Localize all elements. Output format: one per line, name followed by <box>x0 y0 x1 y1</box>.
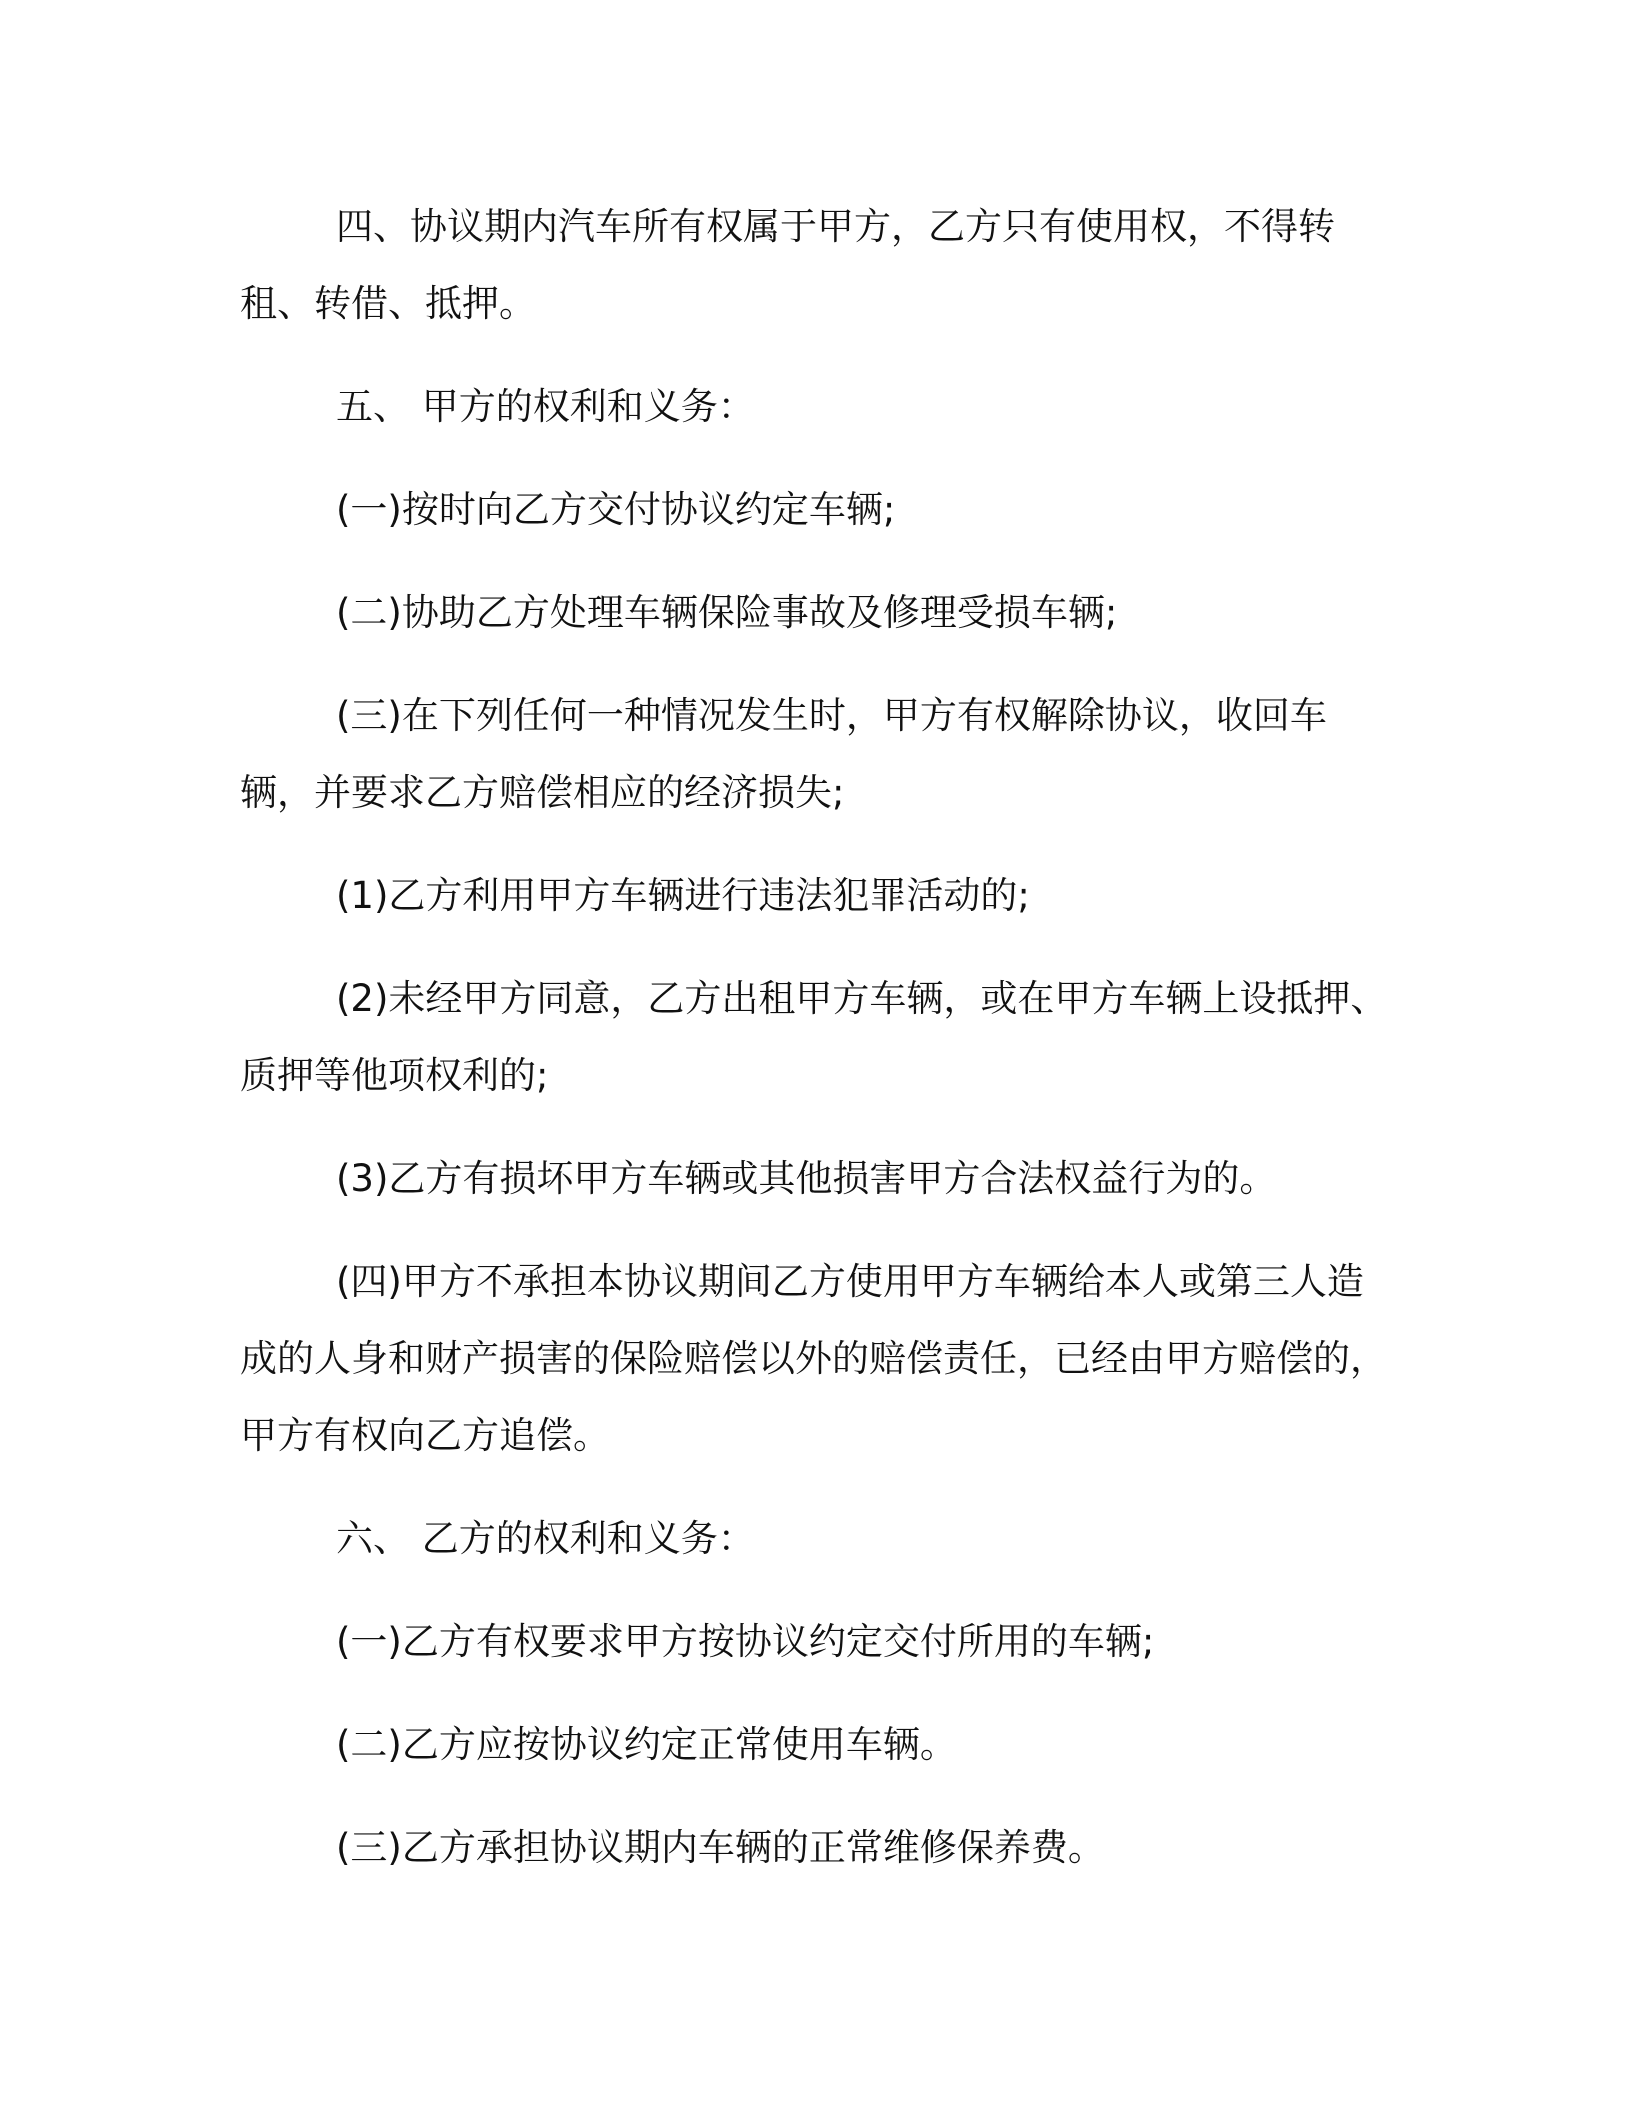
paragraph-5-item-1: (一)按时向乙方交付协议约定车辆; <box>336 488 896 531</box>
paragraph-5-3-sub-1: (1)乙方利用甲方车辆进行违法犯罪活动的; <box>336 874 1030 917</box>
paragraph-clause-5-heading: 五、 甲方的权利和义务： <box>336 385 755 428</box>
paragraph-5-item-2: (二)协助乙方处理车辆保险事故及修理受损车辆; <box>336 591 1118 634</box>
paragraph-5-item-3: (三)在下列任何一种情况发生时，甲方有权解除协议，收回车辆，并要求乙方赔偿相应的经济损失; <box>240 694 1327 814</box>
paragraph-6-item-3: (三)乙方承担协议期内车辆的正常维修保养费。 <box>336 1826 1105 1869</box>
paragraph-clause-6-heading: 六、 乙方的权利和义务： <box>336 1517 755 1560</box>
document-body <box>240 188 1390 1886</box>
paragraph-6-item-2: (二)乙方应按协议约定正常使用车辆。 <box>336 1723 957 1766</box>
paragraph-clause-4: 四、协议期内汽车所有权属于甲方，乙方只有使用权，不得转租、转借、抵押。 <box>240 205 1335 325</box>
paragraph-5-item-4: (四)甲方不承担本协议期间乙方使用甲方车辆给本人或第三人造成的人身和财产损害的保险赔偿以外的赔偿责任，已经由甲方赔偿的，甲方有权向乙方追偿。 <box>240 1260 1387 1457</box>
paragraph-6-item-1: (一)乙方有权要求甲方按协议约定交付所用的车辆; <box>336 1620 1155 1663</box>
paragraph-5-3-sub-3: (3)乙方有损坏甲方车辆或其他损害甲方合法权益行为的。 <box>336 1157 1277 1200</box>
paragraph-5-3-sub-2: (2)未经甲方同意，乙方出租甲方车辆，或在甲方车辆上设抵押、质押等他项权利的; <box>240 977 1388 1097</box>
